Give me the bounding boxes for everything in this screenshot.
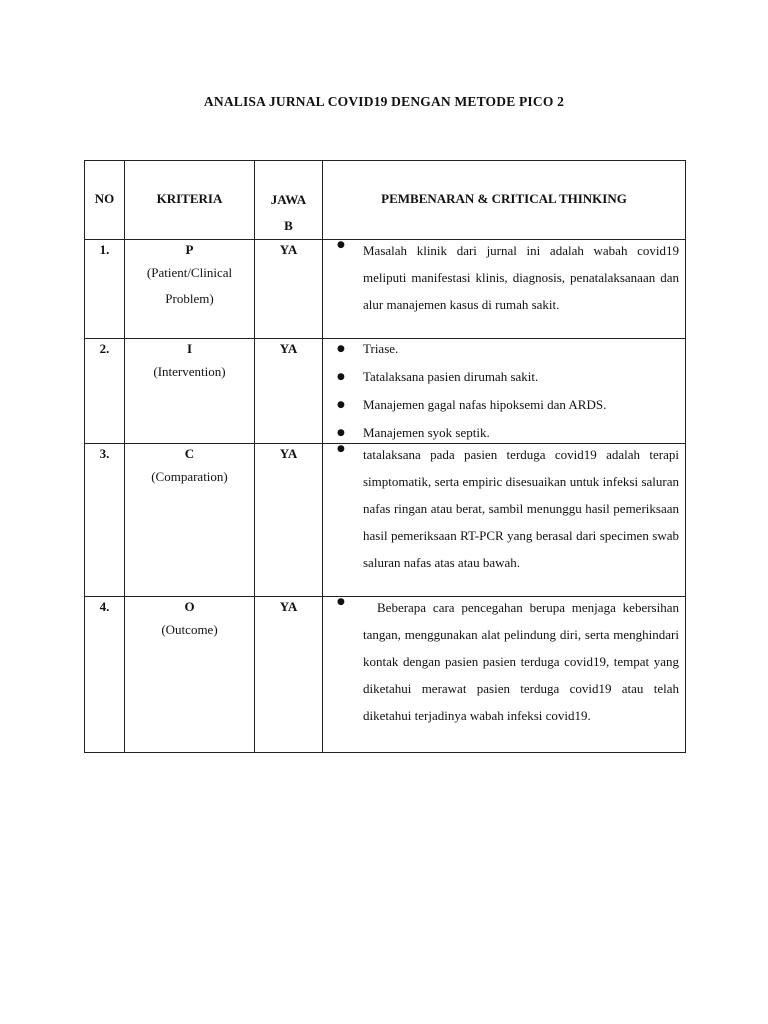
justification-list [337,341,679,441]
table-row [85,339,686,444]
header-jawab-line1: JAWA [270,192,307,207]
list-item [337,441,679,576]
criteria-description: (Patient/Clinical Problem) [146,265,233,306]
criteria-description: (Intervention) [153,364,226,379]
criteria-letter: O [184,599,195,614]
list-item-text: Manajemen gagal nafas hipoksemi dan ARDS. [363,397,607,412]
list-item-text: Triase. [363,341,399,356]
list-item [337,397,679,413]
list-item [337,425,679,441]
answer-cell: YA [255,444,323,597]
answer-cell: YA [255,597,323,753]
row-number: 4. [85,597,125,753]
row-number: 1. [85,240,125,339]
justification-cell [323,597,686,753]
table-row [85,444,686,597]
document-title: ANALISA JURNAL COVID19 DENGAN METODE PICO 2 [203,94,565,109]
answer-cell: YA [255,339,323,444]
justification-list [337,594,679,729]
list-item-text: Manajemen syok septik. [363,425,490,440]
justification-list [337,237,679,318]
row-number: 3. [85,444,125,597]
list-item-text: ● tatalaksana pada pasien terduga covid19 adalah terapi simptomatik, serta empiric disesuaikan untuk infeksi saluran nafas ringan atau berat, sambil menunggu hasil pemeriksaan hasil pemeriksaan RT-PCR yang berasal dari specimen swab saluran nafas atas atau bawah. [363,447,679,570]
criteria-letter: C [184,446,195,461]
list-item [337,369,679,385]
justification-cell [323,444,686,597]
row-number: 2. [85,339,125,444]
header-pembenaran: PEMBENARAN & CRITICAL THINKING [323,161,686,240]
justification-cell [323,339,686,444]
list-item-text: ● Masalah klinik dari jurnal ini adalah wabah covid19 meliputi manifestasi klinis, diagnosis, penatalaksanaan dan alur manajemen kasus di rumah sakit. [363,243,679,312]
list-item-text: Tatalaksana pasien dirumah sakit. [363,369,539,384]
list-item [337,237,679,318]
list-item [337,594,679,729]
table-row [85,240,686,339]
table-row [85,597,686,753]
answer-cell: YA [255,240,323,339]
table-header-row [85,161,686,240]
criteria-cell [125,444,255,597]
criteria-cell [125,339,255,444]
justification-cell [323,240,686,339]
header-kriteria: KRITERIA [125,161,255,240]
header-jawab-line2: B [284,218,293,233]
criteria-letter: P [185,242,194,257]
header-jawab [255,161,323,240]
list-item-text: ● Beberapa cara pencegahan berupa menjaga kebersihan tangan, menggunakan alat pelindung diri, serta menghindari kontak dengan pasien pasien terduga covid19, tempat yang diketahui merawat pasien terduga covid19 atau telah diketahui terjadinya wabah infeksi covid19. [363,600,679,723]
criteria-cell [125,597,255,753]
criteria-cell [125,240,255,339]
criteria-letter: I [186,341,193,356]
criteria-description: (Comparation) [151,469,228,484]
pico-table [84,160,686,753]
header-no: NO [85,161,125,240]
list-item [337,341,679,357]
criteria-description: (Outcome) [161,622,218,637]
justification-list [337,441,679,576]
